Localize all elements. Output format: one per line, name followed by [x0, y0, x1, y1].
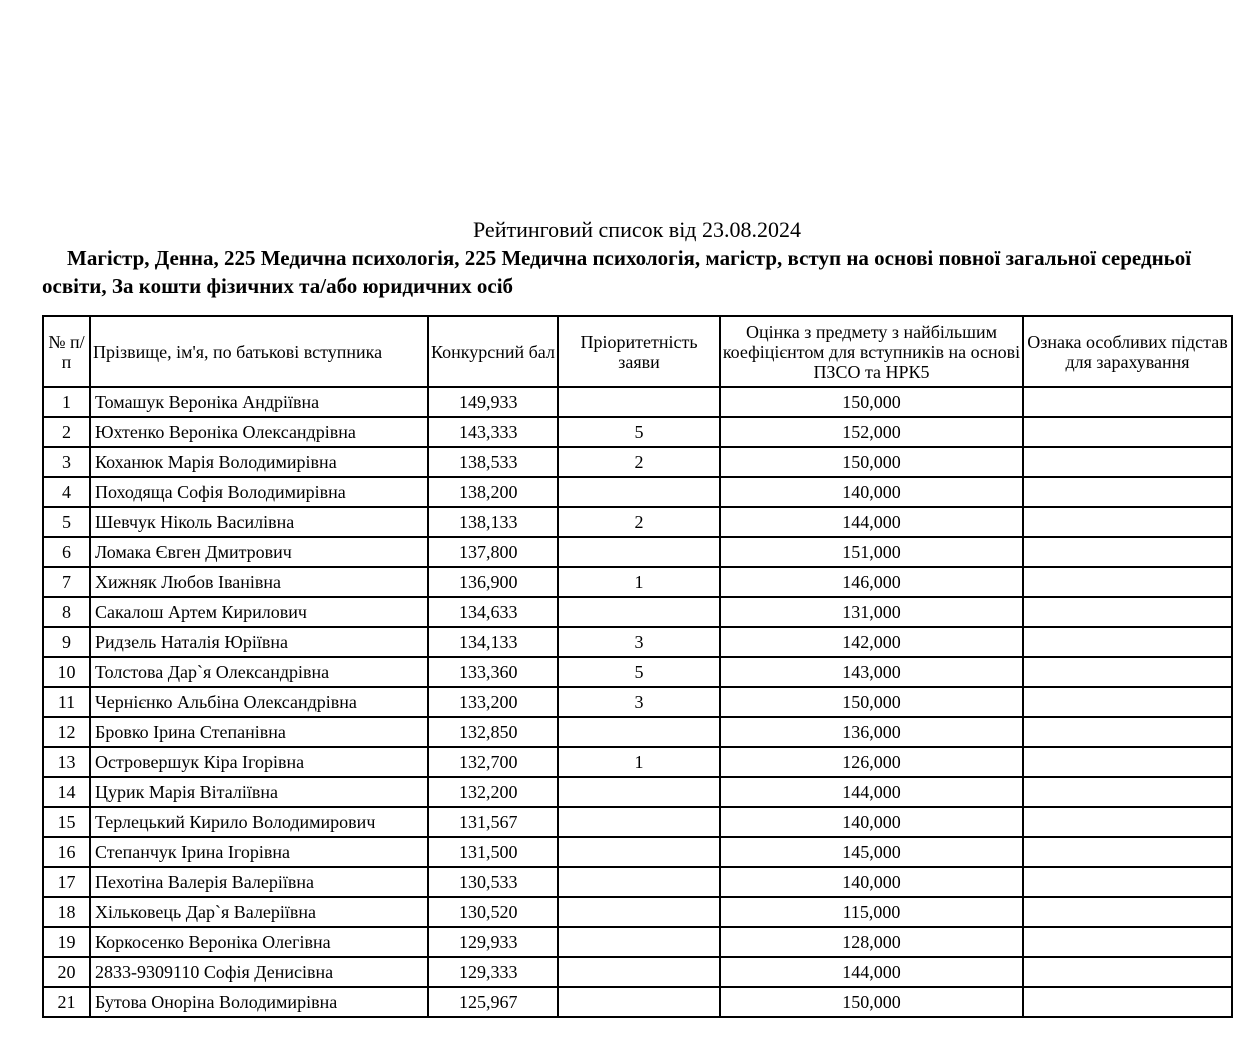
cell-num: 2 — [43, 417, 90, 447]
cell-special — [1023, 597, 1232, 627]
table-row — [43, 537, 1232, 567]
cell-special — [1023, 777, 1232, 807]
cell-score: 138,200 — [428, 477, 558, 507]
cell-priority: 3 — [558, 627, 720, 657]
table-row — [43, 447, 1232, 477]
cell-grade: 140,000 — [720, 477, 1023, 507]
table-row — [43, 627, 1232, 657]
cell-priority: 1 — [558, 747, 720, 777]
cell-name: Юхтенко Вероніка Олександрівна — [90, 417, 428, 447]
cell-name: Шевчук Ніколь Василівна — [90, 507, 428, 537]
cell-special — [1023, 807, 1232, 837]
cell-name: Ломака Євген Дмитрович — [90, 537, 428, 567]
cell-special — [1023, 687, 1232, 717]
header-name: Прізвище, ім'я, по батькові вступника — [90, 316, 428, 387]
cell-special — [1023, 537, 1232, 567]
cell-grade: 144,000 — [720, 957, 1023, 987]
cell-priority — [558, 867, 720, 897]
cell-score: 130,533 — [428, 867, 558, 897]
cell-priority — [558, 387, 720, 417]
table-row — [43, 477, 1232, 507]
cell-num: 16 — [43, 837, 90, 867]
cell-num: 18 — [43, 897, 90, 927]
cell-num: 15 — [43, 807, 90, 837]
cell-name: 2833-9309110 Софія Денисівна — [90, 957, 428, 987]
cell-priority — [558, 777, 720, 807]
header-special: Ознака особливих підстав для зарахування — [1023, 316, 1232, 387]
cell-priority — [558, 597, 720, 627]
cell-priority — [558, 957, 720, 987]
cell-priority: 2 — [558, 447, 720, 477]
cell-priority: 5 — [558, 417, 720, 447]
page-title: Рейтинговий список від 23.08.2024 — [472, 217, 801, 242]
cell-grade: 150,000 — [720, 687, 1023, 717]
cell-grade: 136,000 — [720, 717, 1023, 747]
cell-num: 14 — [43, 777, 90, 807]
cell-name: Бутова Онорiна Володимирівна — [90, 987, 428, 1017]
cell-name: Островершук Кіра Ігорівна — [90, 747, 428, 777]
cell-name: Степанчук Ірина Ігорівна — [90, 837, 428, 867]
cell-name: Хільковець Дар`я Валеріївна — [90, 897, 428, 927]
cell-score: 133,360 — [428, 657, 558, 687]
table-body — [43, 387, 1232, 1017]
table-row — [43, 387, 1232, 417]
cell-score: 136,900 — [428, 567, 558, 597]
cell-special — [1023, 567, 1232, 597]
table-header-row — [43, 316, 1232, 387]
cell-priority: 2 — [558, 507, 720, 537]
cell-score: 130,520 — [428, 897, 558, 927]
cell-grade: 144,000 — [720, 777, 1023, 807]
cell-name: Томашук Вероніка Андріївна — [90, 387, 428, 417]
table-row — [43, 507, 1232, 537]
cell-priority — [558, 807, 720, 837]
cell-score: 125,967 — [428, 987, 558, 1017]
table-row — [43, 897, 1232, 927]
cell-special — [1023, 987, 1232, 1017]
rating-table — [42, 315, 1233, 1018]
cell-grade: 150,000 — [720, 987, 1023, 1017]
table-row — [43, 867, 1232, 897]
cell-name: Цурик Марія Віталіївна — [90, 777, 428, 807]
cell-special — [1023, 957, 1232, 987]
cell-priority — [558, 537, 720, 567]
cell-name: Пехотіна Валерія Валеріївна — [90, 867, 428, 897]
cell-num: 11 — [43, 687, 90, 717]
cell-num: 3 — [43, 447, 90, 477]
cell-grade: 128,000 — [720, 927, 1023, 957]
cell-num: 4 — [43, 477, 90, 507]
cell-priority — [558, 897, 720, 927]
cell-score: 132,700 — [428, 747, 558, 777]
cell-score: 132,850 — [428, 717, 558, 747]
cell-priority: 5 — [558, 657, 720, 687]
cell-score: 138,533 — [428, 447, 558, 477]
cell-grade: 140,000 — [720, 867, 1023, 897]
cell-score: 149,933 — [428, 387, 558, 417]
table-row — [43, 777, 1232, 807]
cell-special — [1023, 507, 1232, 537]
header-num: № п/п — [43, 316, 90, 387]
cell-grade: 145,000 — [720, 837, 1023, 867]
table-row — [43, 957, 1232, 987]
table-row — [43, 717, 1232, 747]
page-subtitle: Магістр, Денна, 225 Медична психологія, 225 Медична психологія, магістр, вступ на основі повної загальної середньої освіти, За кошти фізичних та/або юридичних осіб — [42, 246, 1192, 298]
cell-grade: 150,000 — [720, 387, 1023, 417]
cell-num: 6 — [43, 537, 90, 567]
cell-score: 137,800 — [428, 537, 558, 567]
cell-num: 19 — [43, 927, 90, 957]
table-row — [43, 597, 1232, 627]
cell-grade: 146,000 — [720, 567, 1023, 597]
cell-name: Сакалош Артем Кирилович — [90, 597, 428, 627]
cell-grade: 140,000 — [720, 807, 1023, 837]
cell-grade: 126,000 — [720, 747, 1023, 777]
cell-name: Хижняк Любов Іванівна — [90, 567, 428, 597]
cell-num: 10 — [43, 657, 90, 687]
cell-priority — [558, 477, 720, 507]
table-row — [43, 987, 1232, 1017]
cell-grade: 144,000 — [720, 507, 1023, 537]
cell-score: 129,333 — [428, 957, 558, 987]
cell-num: 12 — [43, 717, 90, 747]
cell-special — [1023, 867, 1232, 897]
cell-name: Ридзель Наталія Юріївна — [90, 627, 428, 657]
cell-special — [1023, 447, 1232, 477]
cell-num: 1 — [43, 387, 90, 417]
cell-score: 129,933 — [428, 927, 558, 957]
table-row — [43, 807, 1232, 837]
cell-score: 143,333 — [428, 417, 558, 447]
table-row — [43, 417, 1232, 447]
cell-special — [1023, 387, 1232, 417]
cell-name: Коркосенко Вероніка Олегівна — [90, 927, 428, 957]
header-priority: Пріоритетність заяви — [558, 316, 720, 387]
cell-priority — [558, 927, 720, 957]
cell-special — [1023, 927, 1232, 957]
table-row — [43, 927, 1232, 957]
header-grade: Оцінка з предмету з найбільшим коефіцієнтом для вступників на основі ПЗСО та НРК5 — [720, 316, 1023, 387]
cell-special — [1023, 837, 1232, 867]
cell-score: 131,500 — [428, 837, 558, 867]
cell-special — [1023, 417, 1232, 447]
cell-score: 134,133 — [428, 627, 558, 657]
cell-name: Чернієнко Альбіна Олександрівна — [90, 687, 428, 717]
cell-num: 5 — [43, 507, 90, 537]
cell-num: 17 — [43, 867, 90, 897]
table-row — [43, 837, 1232, 867]
cell-name: Толстова Дар`я Олександрівна — [90, 657, 428, 687]
table-row — [43, 657, 1232, 687]
cell-special — [1023, 477, 1232, 507]
cell-priority — [558, 987, 720, 1017]
cell-name: Походяща Софія Володимирівна — [90, 477, 428, 507]
cell-priority: 3 — [558, 687, 720, 717]
cell-num: 7 — [43, 567, 90, 597]
cell-num: 21 — [43, 987, 90, 1017]
cell-num: 9 — [43, 627, 90, 657]
cell-special — [1023, 627, 1232, 657]
cell-name: Терлецький Кирило Володимирович — [90, 807, 428, 837]
cell-grade: 152,000 — [720, 417, 1023, 447]
table-row — [43, 567, 1232, 597]
cell-special — [1023, 897, 1232, 927]
header-score: Конкурсний бал — [428, 316, 558, 387]
cell-score: 133,200 — [428, 687, 558, 717]
cell-name: Коханюк Марія Володимирівна — [90, 447, 428, 477]
cell-score: 131,567 — [428, 807, 558, 837]
cell-num: 13 — [43, 747, 90, 777]
cell-grade: 151,000 — [720, 537, 1023, 567]
cell-grade: 131,000 — [720, 597, 1023, 627]
cell-special — [1023, 657, 1232, 687]
cell-priority — [558, 717, 720, 747]
cell-score: 134,633 — [428, 597, 558, 627]
cell-grade: 150,000 — [720, 447, 1023, 477]
cell-priority — [558, 837, 720, 867]
cell-grade: 143,000 — [720, 657, 1023, 687]
cell-score: 132,200 — [428, 777, 558, 807]
cell-special — [1023, 717, 1232, 747]
table-row — [43, 747, 1232, 777]
cell-grade: 142,000 — [720, 627, 1023, 657]
cell-priority: 1 — [558, 567, 720, 597]
cell-name: Бровко Ірина Степанівна — [90, 717, 428, 747]
cell-special — [1023, 747, 1232, 777]
cell-score: 138,133 — [428, 507, 558, 537]
cell-num: 20 — [43, 957, 90, 987]
cell-num: 8 — [43, 597, 90, 627]
table-row — [43, 687, 1232, 717]
cell-grade: 115,000 — [720, 897, 1023, 927]
